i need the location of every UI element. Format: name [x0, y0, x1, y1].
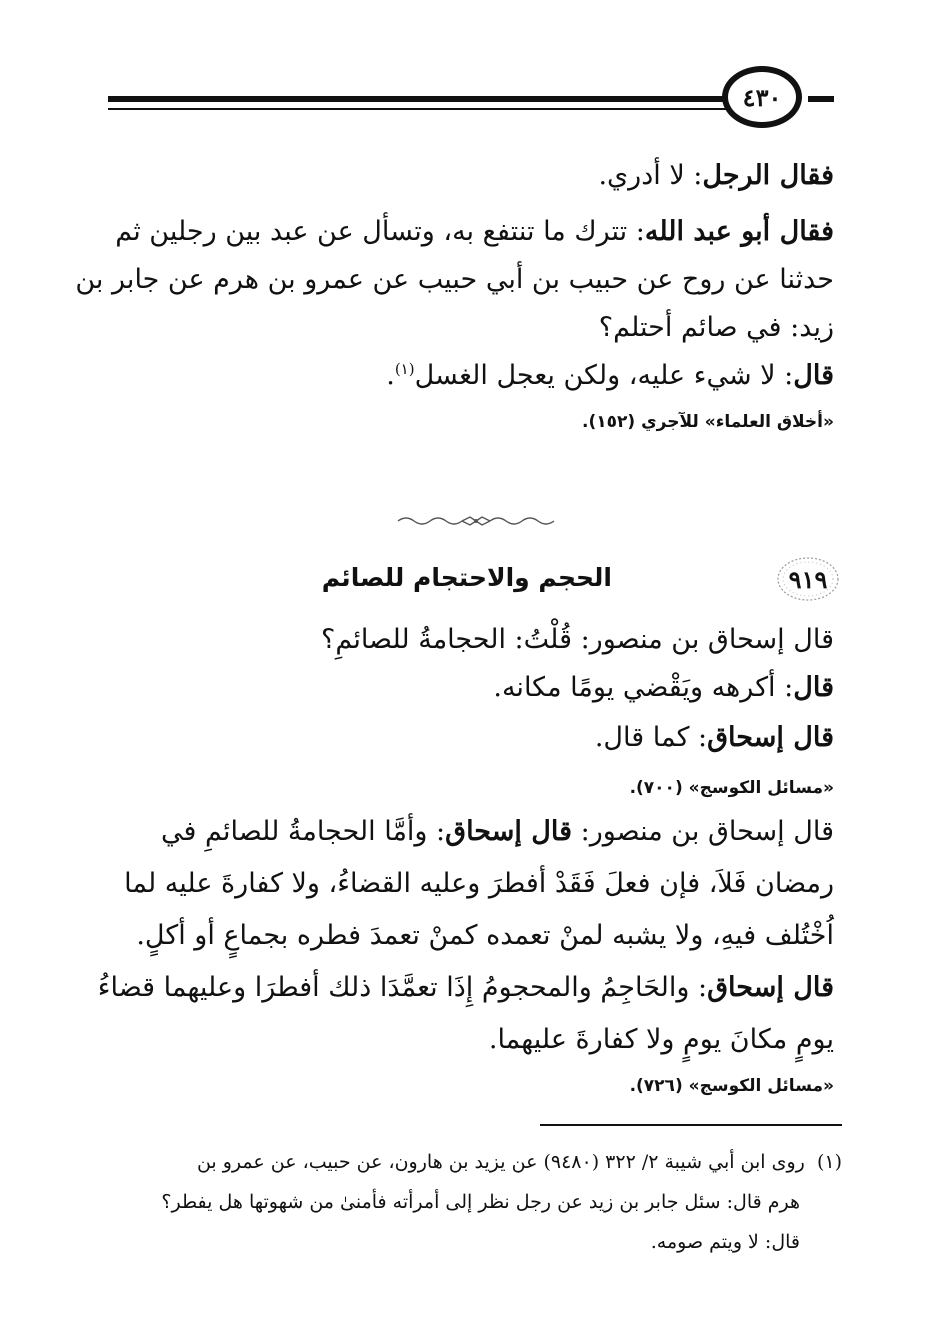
text: : لا أدري. [598, 160, 703, 191]
page-number: ٤٣٠ [742, 82, 782, 112]
s1-line-1 [106, 150, 834, 202]
s1-line-3 [75, 254, 834, 306]
text: يومٍ مكانَ يومٍ ولا كفارةَ عليهما. [488, 1024, 834, 1055]
s3-line-3 [106, 910, 834, 962]
text: : أكرهه ويَقْضي يومًا مكانه. [493, 672, 794, 703]
text: زيد: في صائم أحتلم؟ [598, 312, 834, 343]
header-rule-thin [108, 108, 728, 110]
speaker: قال [793, 360, 834, 391]
speaker: فقال الرجل [702, 160, 834, 191]
footnote [112, 1142, 842, 1262]
footnote-line-3: قال: لا ويتم صومه. [650, 1231, 800, 1253]
s1-line-2 [106, 206, 834, 258]
footnote-marker: (١) [816, 1151, 842, 1173]
speaker: قال إسحاق [445, 816, 573, 847]
footnote-ref: (١) [394, 360, 415, 378]
text: : كما قال. [594, 722, 708, 753]
s1-line-4 [106, 302, 834, 354]
speaker: قال [793, 672, 834, 703]
chapter-title: الحجم والاحتجام للصائم [321, 563, 612, 592]
text-end: . [386, 360, 395, 391]
s2-line-3 [106, 712, 834, 764]
text: : تترك ما تنتفع به، وتسأل عن عبد بين رجلين ثم [115, 216, 645, 247]
footnote-text: روى ابن أبي شيبة ٢/ ٣٢٢ (٩٤٨٠) عن يزيد بن هارون، عن حبيب، عن عمرو بن [196, 1151, 805, 1173]
speaker: قال إسحاق [707, 972, 834, 1003]
footnote-line-2: هرم قال: سئل جابر بن زيد عن رجل نظر إلى أمرأته فأمنىٰ من شهوتها هل يفطر؟ [161, 1191, 800, 1213]
header-rule [108, 96, 728, 102]
s3-line-1 [106, 806, 834, 858]
text: : لا شيء عليه، ولكن يعجل الغسل [414, 360, 794, 391]
s2-line-1 [106, 614, 834, 666]
text: : والحَاجِمُ والمحجومُ إِذَا تعمَّدَا ذلك أفطرَا وعليهما قضاءُ [97, 972, 708, 1003]
speaker: فقال أبو عبد الله [644, 216, 834, 247]
s3-line-4 [97, 962, 834, 1014]
s2-source: «مسائل الكوسج» (٧٠٠). [629, 778, 834, 798]
header-rule-right [808, 96, 834, 102]
s1-line-5 [106, 350, 834, 402]
footnote-rule [540, 1124, 842, 1126]
chapter-number-badge [776, 556, 840, 602]
text: قال إسحاق بن منصور: [572, 816, 834, 847]
text: : وأمَّا الحجامةُ للصائمِ في [161, 816, 446, 847]
s3-line-5 [106, 1014, 834, 1066]
chapter-number: ٩١٩ [788, 564, 828, 594]
ornament-divider [396, 514, 556, 528]
page-number-badge [722, 66, 802, 128]
s3-line-2 [106, 858, 834, 910]
text: اُخْتُلف فيهِ، ولا يشبه لمنْ تعمده كمنْ تعمدَ فطره بجماعٍ أو أكلٍ. [136, 920, 834, 951]
footnote-line-1 [112, 1142, 842, 1182]
s1-source: «أخلاق العلماء» للآجري (١٥٢). [582, 412, 834, 432]
s2-line-2 [106, 662, 834, 714]
s3-source: «مسائل الكوسج» (٧٢٦). [629, 1076, 834, 1096]
text: قال إسحاق بن منصور: قُلْتُ: الحجامةُ للصائمِ؟ [321, 624, 834, 655]
speaker: قال إسحاق [707, 722, 834, 753]
text: رمضان فَلاَ، فإن فعلَ فَقَدْ أفطرَ وعليه القضاءُ، ولا كفارةَ عليه لما [124, 868, 834, 899]
text: حدثنا عن روح عن حبيب بن أبي حبيب عن عمرو بن هرم عن جابر بن [75, 264, 834, 295]
